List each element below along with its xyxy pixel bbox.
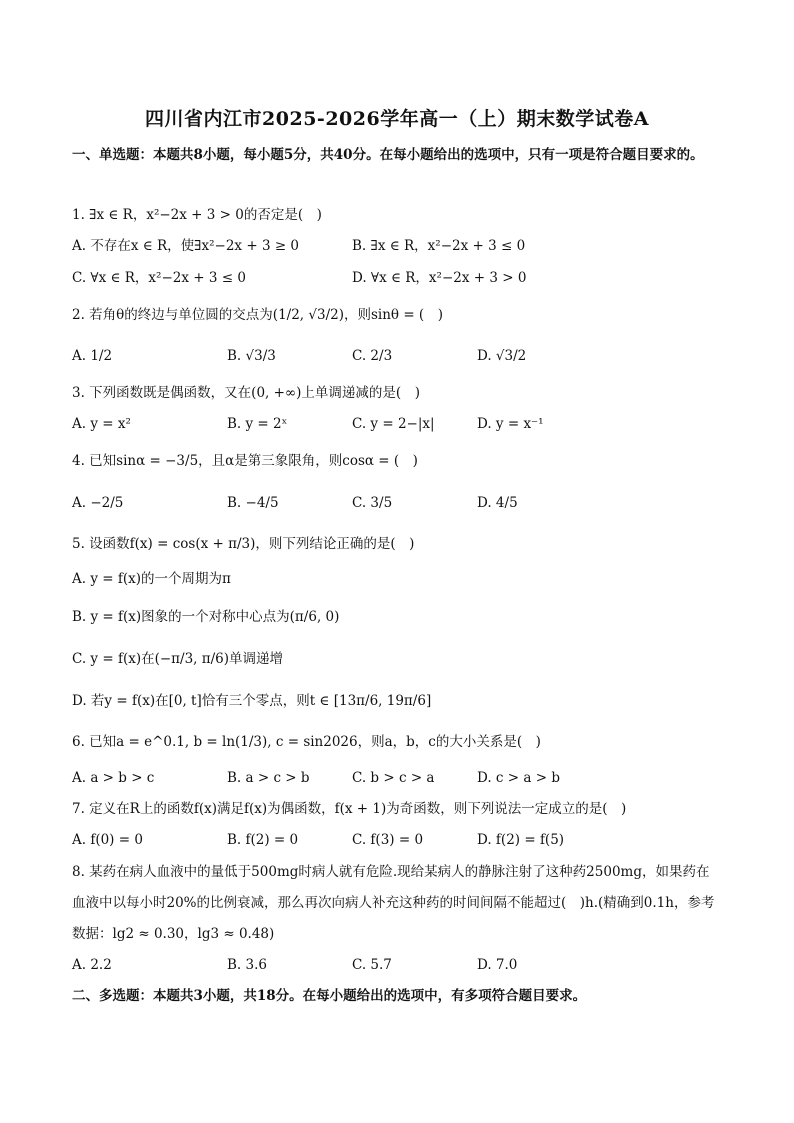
question-1-option-c[interactable]: C. ∀x ∈ R，x²−2x + 3 ≤ 0 <box>72 270 246 286</box>
page-title: 四川省内江市2025-2026学年高一（上）期末数学试卷A <box>145 108 649 130</box>
question-8-option-d[interactable]: D. 7.0 <box>477 957 518 973</box>
question-8-stem: 8. 某药在病人血液中的量低于500mg时病人就有危险.现给某病人的静脉注射了这种药2500mg，如果药在血液中以每小时20%的比例衰减，那么再次向病人补充这种药的时间间隔不能超过( )h.(精确到0.1h，参考数据：lg2 ≈ 0.30，lg3 ≈ 0.48) <box>72 864 715 942</box>
question-6-stem: 6. 已知a = e^0.1, b = ln(1/3), c = sin2026，则a，b，c的大小关系是( ) <box>72 734 541 750</box>
question-4-options <box>72 491 722 515</box>
question-3-option-c[interactable]: C. y = 2−|x| <box>352 416 435 432</box>
question-6-options <box>72 766 722 790</box>
question-7-option-b[interactable]: B. f(2) = 0 <box>227 832 299 848</box>
question-7-stem: 7. 定义在R上的函数f(x)满足f(x)为偶函数，f(x + 1)为奇函数，则下列说法一定成立的是( ) <box>72 801 627 817</box>
question-3-option-a[interactable]: A. y = x² <box>72 416 131 432</box>
question-2-option-b[interactable]: B. √3/3 <box>227 348 276 364</box>
question-5-stem: 5. 设函数f(x) = cos(x + π/3)，则下列结论正确的是( ) <box>72 536 415 552</box>
question-2-options <box>72 344 722 368</box>
question-3-option-b[interactable]: B. y = 2ˣ <box>227 416 288 432</box>
question-4-stem: 4. 已知sinα = −3/5，且α是第三象限角，则cosα = ( ) <box>72 453 418 469</box>
question-1-stem: 1. ∃x ∈ R，x²−2x + 3 > 0的否定是( ) <box>72 207 322 223</box>
section-single-choice-header: 一、单选题：本题共8小题，每小题5分，共40分。在每小题给出的选项中，只有一项是符合题目要求的。 <box>72 147 704 163</box>
question-8-option-c[interactable]: C. 5.7 <box>352 957 392 973</box>
question-7-option-d[interactable]: D. f(2) = f(5) <box>477 832 565 848</box>
question-6-option-c[interactable]: C. b > c > a <box>352 770 435 786</box>
question-6-option-b[interactable]: B. a > c > b <box>227 770 310 786</box>
question-4-option-b[interactable]: B. −4/5 <box>227 495 279 511</box>
question-7-option-c[interactable]: C. f(3) = 0 <box>352 832 424 848</box>
question-5-option-d[interactable]: D. 若y = f(x)在[0, t]恰有三个零点，则t ∈ [13π/6, 19π/6] <box>72 693 432 709</box>
question-1-option-a[interactable]: A. 不存在x ∈ R，使∃x²−2x + 3 ≥ 0 <box>72 238 300 254</box>
question-7-options <box>72 828 722 852</box>
question-3-options <box>72 412 722 436</box>
question-3-stem: 3. 下列函数既是偶函数，又在(0, +∞)上单调递减的是( ) <box>72 385 420 401</box>
question-6-option-d[interactable]: D. c > a > b <box>477 770 560 786</box>
question-7-option-a[interactable]: A. f(0) = 0 <box>72 832 143 848</box>
question-2-option-d[interactable]: D. √3/2 <box>477 348 527 364</box>
question-3-option-d[interactable]: D. y = x⁻¹ <box>477 416 544 432</box>
question-4-option-d[interactable]: D. 4/5 <box>477 495 518 511</box>
question-4-option-c[interactable]: C. 3/5 <box>352 495 393 511</box>
question-1-option-d[interactable]: D. ∀x ∈ R，x²−2x + 3 > 0 <box>352 270 527 286</box>
question-1-option-b[interactable]: B. ∃x ∈ R，x²−2x + 3 ≤ 0 <box>352 238 526 254</box>
question-8-options <box>72 953 722 977</box>
question-2-option-a[interactable]: A. 1/2 <box>72 348 113 364</box>
question-8-option-b[interactable]: B. 3.6 <box>227 957 267 973</box>
question-1-options-row1 <box>72 234 722 258</box>
question-2-option-c[interactable]: C. 2/3 <box>352 348 393 364</box>
question-1-options-row2 <box>72 266 722 290</box>
question-4-option-a[interactable]: A. −2/5 <box>72 495 124 511</box>
question-5-option-c[interactable]: C. y = f(x)在(−π/3, π/6)单调递增 <box>72 651 284 667</box>
question-5-option-a[interactable]: A. y = f(x)的一个周期为π <box>72 571 231 587</box>
question-2-stem: 2. 若角θ的终边与单位圆的交点为(1/2, √3/2)，则sinθ = ( ) <box>72 307 443 323</box>
section-multiple-choice-header: 二、多选题：本题共3小题，共18分。在每小题给出的选项中，有多项符合题目要求。 <box>72 988 587 1004</box>
question-6-option-a[interactable]: A. a > b > c <box>72 770 155 786</box>
question-5-option-b[interactable]: B. y = f(x)图象的一个对称中心点为(π/6, 0) <box>72 609 340 625</box>
question-8-option-a[interactable]: A. 2.2 <box>72 957 112 973</box>
